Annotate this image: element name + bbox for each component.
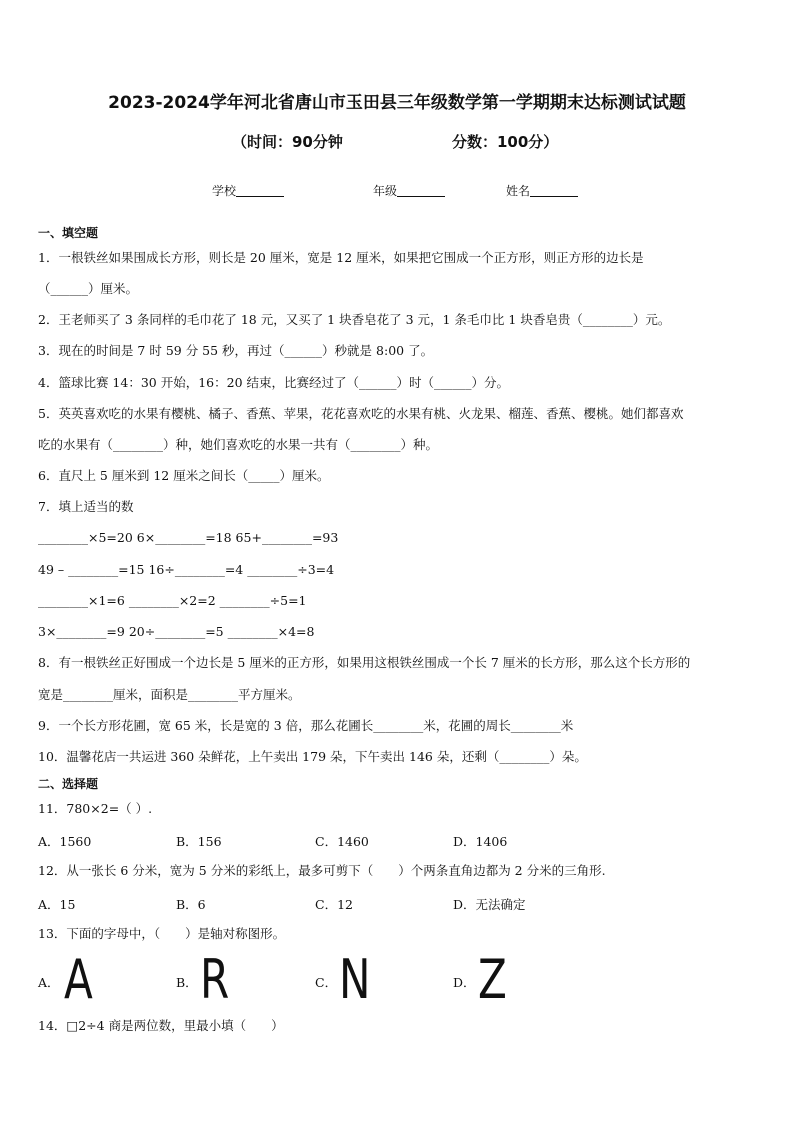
question-13-option-d-label: D． — [453, 975, 476, 990]
exam-title: 2023-2024学年河北省唐山市玉田县三年级数学第一学期期末达标测试试题 — [108, 93, 686, 113]
school-field — [212, 182, 284, 199]
question-8-line-2: 宽是________厘米，面积是________平方厘米。 — [38, 687, 301, 702]
question-10: 10．温馨花店一共运进 360 朵鲜花，上午卖出 179 朵，下午卖出 146 朵，还剩（________）朵。 — [38, 749, 587, 764]
question-4: 4．篮球比赛 14：30 开始，16：20 结束，比赛经过了（______）时（______）分。 — [38, 375, 509, 390]
school-label: 学校 — [212, 184, 237, 198]
school-blank — [236, 184, 284, 197]
question-2: 2．王老师买了 3 条同样的毛巾花了 18 元，又买了 1 块香皂花了 3 元，1 条毛巾比 1 块香皂贵（________）元。 — [38, 312, 671, 327]
question-7-row-4: 3×________=9 20÷________=5 ________×4=8 — [38, 624, 315, 639]
name-label: 姓名 — [506, 184, 531, 198]
question-1-line-1: 1．一根铁丝如果围成长方形，则长是 20 厘米，宽是 12 厘米，如果把它围成一个正方形，则正方形的边长是 — [38, 250, 644, 265]
question-9: 9．一个长方形花圃，宽 65 米，长是宽的 3 倍，那么花圃长________米，花圃的周长________米 — [38, 718, 574, 733]
question-12: 12．从一张长 6 分米，宽为 5 分米的彩纸上，最多可剪下（ ）个两条直角边都为 2 分米的三角形. — [38, 863, 606, 878]
question-11-option-c: C．1460 — [315, 834, 369, 849]
question-5-line-2: 吃的水果有（________）种，她们喜欢吃的水果一共有（________）种。 — [38, 437, 439, 452]
name-field — [506, 182, 578, 199]
student-info — [0, 182, 794, 200]
question-6: 6．直尺上 5 厘米到 12 厘米之间长（_____）厘米。 — [38, 468, 330, 483]
question-12-option-c: C．12 — [315, 897, 353, 912]
question-13-letter-n: N — [339, 948, 371, 1011]
question-13: 13．下面的字母中，（ ）是轴对称图形。 — [38, 926, 286, 941]
question-11: 11．780×2=（ ）. — [38, 801, 153, 816]
question-8-line-1: 8．有一根铁丝正好围成一个边长是 5 厘米的正方形，如果用这根铁丝围成一个长 7 厘米的长方形，那么这个长方形的 — [38, 655, 691, 670]
question-14: 14．□2÷4 商是两位数，里最小填（ ） — [38, 1018, 284, 1033]
question-13-option-c-label: C． — [315, 975, 338, 990]
question-7-row-2: 49 – ________=15 16÷________=4 ________÷3=4 — [38, 562, 335, 577]
question-12-option-a: A．15 — [38, 897, 76, 912]
question-13-letter-r: R — [200, 948, 230, 1011]
section-fill-title: 一、填空题 — [38, 226, 99, 240]
section-choice-title: 二、选择题 — [38, 777, 99, 791]
question-7: 7．填上适当的数 — [38, 499, 134, 514]
question-13-letter-z: Z — [478, 948, 507, 1011]
grade-field — [373, 182, 445, 199]
question-13-option-a-label: A． — [38, 975, 60, 990]
exam-subtitle — [0, 131, 794, 151]
question-12-option-b: B．6 — [176, 897, 206, 912]
question-13-letter-a: A — [64, 948, 93, 1011]
question-5-line-1: 5．英英喜欢吃的水果有樱桃、橘子、香蕉、苹果，花花喜欢吃的水果有桃、火龙果、榴莲、香蕉、樱桃。她们都喜欢 — [38, 406, 684, 421]
question-1-line-2: （______）厘米。 — [38, 281, 139, 296]
question-3: 3．现在的时间是 7 时 59 分 55 秒，再过（______）秒就是 8:00 了。 — [38, 343, 434, 358]
question-12-option-d: D．无法确定 — [453, 897, 526, 912]
question-7-row-3: ________×1=6 ________×2=2 ________÷5=1 — [38, 593, 307, 608]
grade-blank — [397, 184, 445, 197]
question-11-option-a: A．1560 — [38, 834, 92, 849]
grade-label: 年级 — [373, 184, 398, 198]
question-11-option-b: B．156 — [176, 834, 222, 849]
exam-time: （时间：90分钟 — [232, 133, 343, 151]
question-7-row-1: ________×5=20 6×________=18 65+________=93 — [38, 530, 339, 545]
question-11-option-d: D．1406 — [453, 834, 508, 849]
name-blank — [530, 184, 578, 197]
question-13-option-b-label: B． — [176, 975, 198, 990]
exam-score: 分数：100分） — [452, 133, 559, 151]
